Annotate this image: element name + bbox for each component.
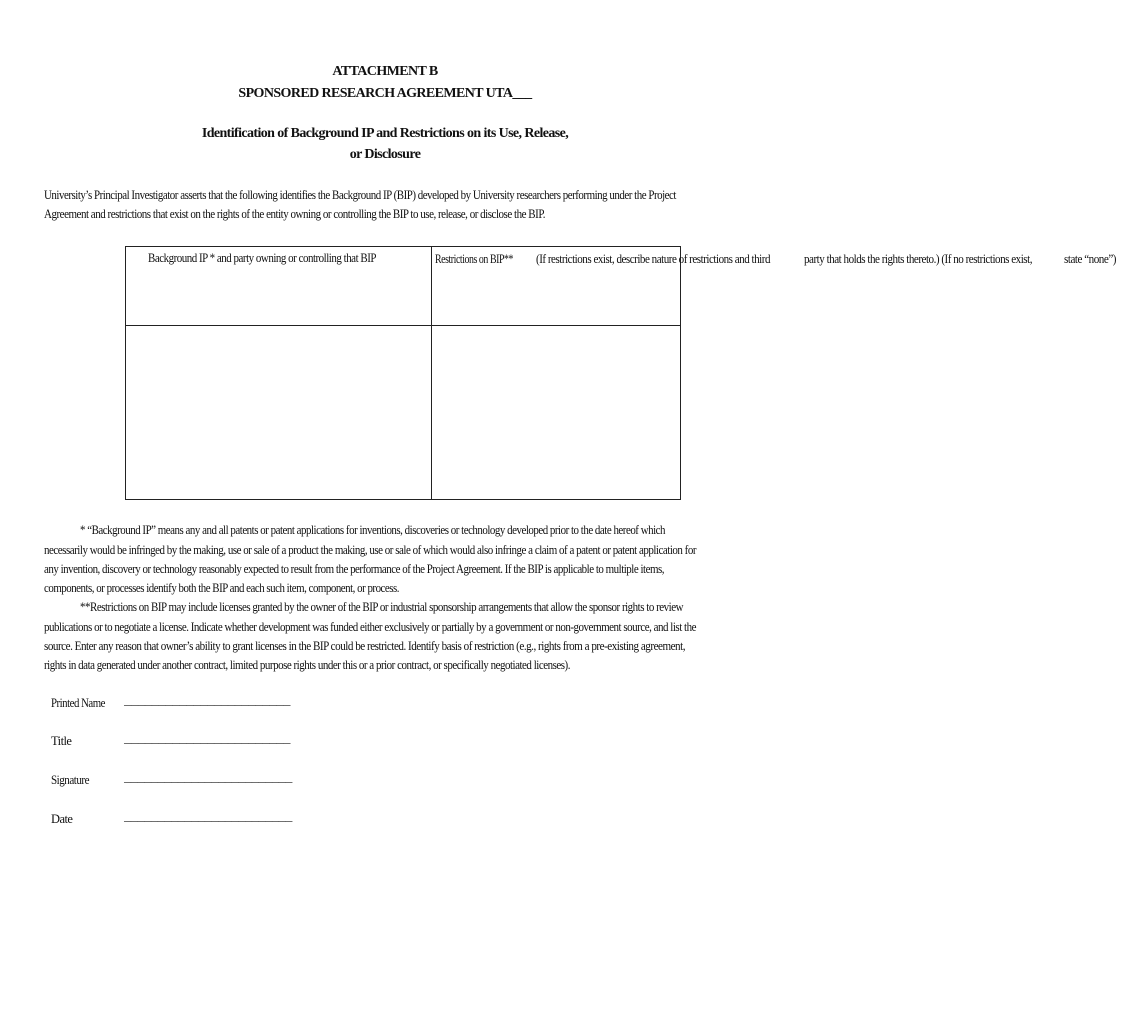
signature-label: Signature: [51, 773, 89, 787]
footnote-restrictions-line1: **Restrictions on BIP may include licenses granted by the owner of the BIP or industrial sponsorship arrangements that allow the sponsor rights to review: [80, 600, 683, 614]
table-header-restrictions: [435, 250, 1122, 270]
title-label: Title: [51, 734, 72, 748]
footnote-bip-line4: components, or processes identify both the BIP and each such item, component, or process.: [44, 581, 399, 595]
intro-paragraph-line1: University’s Principal Investigator asserts that the following identifies the Background IP (BIP) developed by University researchers performing under the Project: [44, 188, 676, 202]
table-header-restrictions-line2: (If restrictions exist, describe nature of restrictions and third: [536, 252, 771, 266]
table-header-restrictions-line1: Restrictions on BIP**: [435, 252, 513, 266]
bip-table: [125, 246, 1116, 500]
date-field[interactable]: _________________________: [124, 810, 292, 824]
printed-name-field[interactable]: ________________________: [124, 694, 290, 708]
table-header-restrictions-line4: state “none”): [1063, 252, 1116, 266]
date-label: Date: [51, 812, 73, 826]
intro-paragraph-line2: Agreement and restrictions that exist on the rights of the entity owning or controlling the BIP to use, release, or disclose the BIP.: [44, 207, 545, 221]
footnote-bip-line2: necessarily would be infringed by the making, use or sale of a product the making, use or sale of which would also infringe a claim of a patent or patent application for: [44, 543, 696, 557]
footnote-bip-line3: any invention, discovery or technology reasonably expected to result from the performance of the Project Agreement. If the BIP is applicable to multiple items,: [44, 562, 664, 576]
attachment-title: ATTACHMENT B: [332, 64, 438, 79]
footnote-restrictions-line3: source. Enter any reason that owner’s ability to grant licenses in the BIP could be restricted. Identify basis of restriction (e.g., rights from a pre-existing agreement,: [44, 639, 685, 653]
printed-name-label: Printed Name: [51, 696, 105, 710]
table-header-background-ip: [126, 251, 431, 266]
signature-field[interactable]: _________________________: [124, 771, 292, 785]
identification-heading-line1: Identification of Background IP and Restrictions on its Use, Release,: [201, 126, 569, 141]
table-header-restrictions-line3: party that holds the rights thereto.) (If no restrictions exist,: [803, 252, 1032, 266]
footnote-restrictions-line2: publications or to negotiate a license. Indicate whether development was funded either exclusively or partially by a government or non-government source, and list the: [44, 620, 696, 634]
restrictions-entry-cell[interactable]: [432, 326, 680, 500]
footnote-bip-line1: * “Background IP” means any and all patents or patent applications for inventions, discoveries or technology developed prior to the date hereof which: [80, 523, 665, 537]
footnote-restrictions-line4: rights in data generated under another contract, limited purpose rights under this or a prior contract, or specifically negotiated licenses).: [44, 658, 570, 672]
agreement-title: SPONSORED RESEARCH AGREEMENT UTA___: [238, 86, 532, 101]
identification-heading-line2: or Disclosure: [349, 147, 421, 162]
title-field[interactable]: ________________________: [124, 732, 290, 746]
table-header-background-ip-text: Background IP * and party owning or controlling that BIP: [148, 251, 377, 265]
background-ip-entry-cell[interactable]: [126, 326, 431, 500]
